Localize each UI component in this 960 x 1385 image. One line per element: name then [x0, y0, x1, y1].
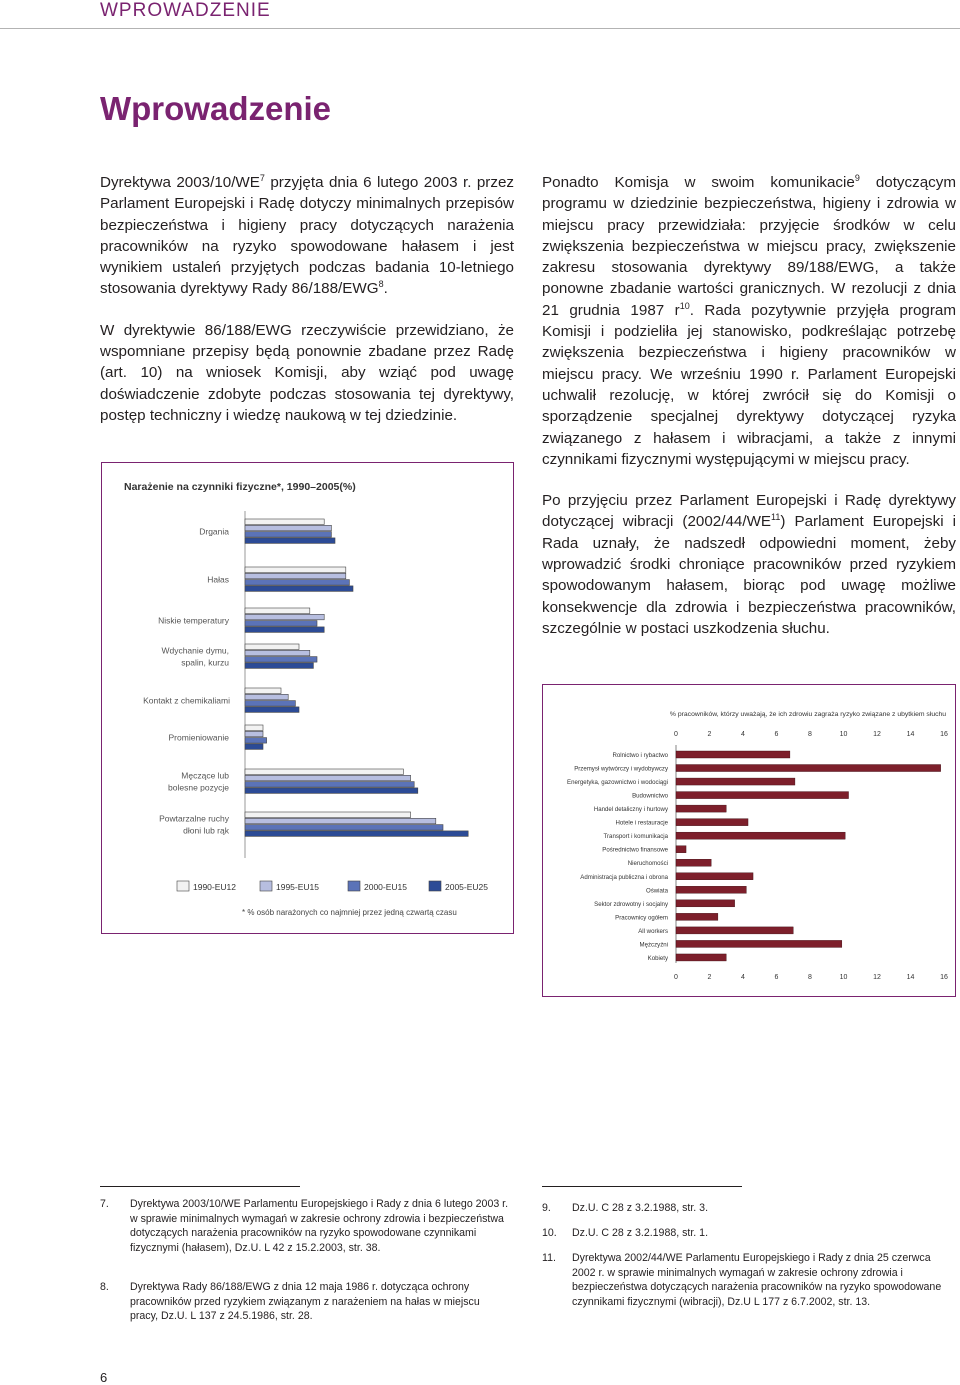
- bar-2005-eu25: [245, 831, 468, 837]
- bar: [676, 832, 845, 839]
- category-label: Niskie temperatury: [158, 615, 229, 626]
- bar-2005-eu25: [245, 744, 263, 750]
- bar-2005-eu25: [245, 586, 353, 592]
- bar-1995-eu15: [245, 818, 436, 824]
- footnote-rule: [542, 1186, 742, 1187]
- bar: [676, 954, 726, 961]
- bar: [676, 859, 711, 866]
- bar-2005-eu25: [245, 663, 313, 669]
- bar: [676, 819, 748, 826]
- bar-2005-eu25: [245, 788, 418, 794]
- bar-2000-eu15: [245, 782, 414, 788]
- bar: [676, 792, 849, 799]
- footnote-11: 11. Dyrektywa 2002/44/WE Parlamentu Europejskiego i Rady z dnia 25 czerwca 2002 r. w sprawie minimalnych wymagań w zakresie ochrony zdrowia i bezpieczeństwa dotyczących narażenia pracowników na ryzyko spowodowane czynnikami fizycznymi (wibracji), Dz.U L 177 z 6.7.2002, str. 13.: [542, 1252, 942, 1308]
- bar-1990-eu12: [245, 608, 310, 614]
- category-label: Rolnictwo i rybactwo: [612, 752, 668, 759]
- bar-1995-eu15: [245, 775, 411, 781]
- bar: [676, 751, 790, 758]
- header-rule: [0, 28, 960, 29]
- category-label: Mężczyźni: [639, 941, 668, 949]
- category-label: Nieruchomości: [627, 860, 668, 868]
- category-label: spalin, kurzu: [181, 657, 229, 668]
- bar-2000-eu15: [245, 738, 267, 744]
- x-tick-label-top: 6: [774, 731, 779, 738]
- category-label: Drgania: [199, 526, 229, 537]
- legend-label: 2005-EU25: [445, 882, 489, 892]
- chart-title: Narażenie na czynniki fizyczne*, 1990–2005(%): [124, 481, 356, 493]
- bar-1995-eu15: [245, 573, 346, 579]
- bar-1990-eu12: [245, 688, 281, 694]
- x-tick-label-bottom: 12: [873, 974, 881, 981]
- bar-2005-eu25: [245, 538, 335, 544]
- footnote-10: 10. Dz.U. C 28 z 3.2.1988, str. 1.: [542, 1227, 709, 1239]
- page-title: Wprowadzenie: [100, 90, 332, 127]
- hearing-risk-chart-frame: [542, 684, 956, 997]
- chart-title: % pracowników, którzy uważają, że ich zdrowiu zagraża ryzyko związane z ubytkiem słuchu: [669, 711, 947, 718]
- bar: [676, 940, 842, 947]
- footnote-rule: [100, 1186, 300, 1187]
- category-label: Powtarzalne ruchy: [159, 813, 229, 824]
- bar: [676, 913, 718, 920]
- x-tick-label-bottom: 14: [906, 974, 915, 981]
- x-tick-label-bottom: 16: [940, 974, 948, 981]
- bar: [676, 765, 941, 772]
- bar-1990-eu12: [245, 567, 346, 573]
- footnote-ref[interactable]: 7: [259, 172, 265, 183]
- exposure-chart: [102, 463, 513, 933]
- legend-swatch: [348, 881, 360, 891]
- legend-label: 2000-EU15: [364, 882, 408, 892]
- category-label: Hałas: [207, 574, 229, 585]
- category-label: Promieniowanie: [168, 732, 229, 743]
- legend-swatch: [260, 881, 272, 891]
- bar: [676, 778, 795, 785]
- category-label: Administracja publiczna i obrona: [580, 873, 668, 881]
- category-label: Sektor zdrowotny i socjalny: [594, 900, 668, 908]
- bar-1990-eu12: [245, 519, 324, 525]
- footnote-8: 8. Dyrektywa Rady 86/188/EWG z dnia 12 maja 1986 r. dotycząca ochrony pracowników przed ryzykiem związanym z narażeniem na hałas w miejscu pracy, Dz.U. L 137 z 24.5.1986, str. 28.: [100, 1281, 480, 1322]
- category-label: Kontakt z chemikaliami: [143, 695, 230, 706]
- paragraph-2: Po przyjęciu przez Parlament Europejski i Radę dyrektywy dotyczącej wibracji (2002/44/WE$^{11}$) Parlament Europejski i Rada uznały, że nadszedł odpowiedni moment, żeby wprowadzić środki chroniące pracowników przed ryzykiem spowodowanym hałasem, biorąc pod uwagę możliwe konsekwencje dla zdrowia i bezpieczeństwa pracowników, szczególnie w postaci uszkodzenia słuchu.: [542, 492, 956, 637]
- category-label: Wdychanie dymu,: [161, 645, 229, 656]
- x-tick-label-top: 16: [940, 731, 948, 738]
- category-label: Budownictwo: [632, 792, 668, 800]
- bar-2000-eu15: [245, 532, 331, 538]
- chart-footnote: * % osób narażonych co najmniej przez jedną czwartą czasu: [242, 908, 457, 917]
- footnote-ref[interactable]: 9: [854, 172, 860, 183]
- paragraph-1: Ponadto Komisja w swoim komunikacie$^9$ dotyczącym programu w dziedzinie bezpieczeństwa, higieny i zdrowia w miejscu pracy przewidziała: przyjęcie środków w celu zwiększenia bezpieczeństwa w miejscu pracy, zwiększenie zakresu stosowania dyrektywy 89/188/EWG, a także ponowne zbadanie wartości granicznych. W rezolucji z dnia 21 grudnia 1987 $r^{10}$. Rada pozytywnie przyjęła program Komisji i podzieliła jej stanowisko, podkreślając potrzebę zwiększenia bezpieczeństwa i higieny pracowników w miejscu pracy. We wrześniu 1990 r. Parlament Europejski uchwalił rezolucję, w której zwrócił się do Komisji o sporządzenie specjalnej dyrektywy dotyczącej ryzyka związanego z hałasem i wibracjami, a także z innymi czynnikami fizycznymi występującymi w miejscu pracy.: [542, 172, 956, 468]
- left-column: [100, 172, 514, 446]
- paragraph-1: Dyrektywa $2003/10/WE^7$ przyjęta dnia 6 lutego 2003 r. przez Parlament Europejski i Radę dotyczy minimalnych przepisów bezpieczeństwa i higieny pracy dotyczących narażenia pracowników na ryzyko spowodowane hałasem i jest wynikiem ustaleń przyjętych podczas badania 10-letniego stosowania dyrektywy Rady 86/188/EWG$^8$.: [100, 172, 514, 298]
- x-tick-label-top: 10: [839, 731, 848, 738]
- bar-1990-eu12: [245, 812, 411, 818]
- category-label: Przemysł wytwórczy i wydobywczy: [574, 765, 668, 773]
- x-tick-label-bottom: 2: [707, 974, 712, 981]
- bar-1995-eu15: [245, 614, 324, 620]
- category-label: Handel detaliczny i hurtowy: [593, 806, 668, 814]
- footnote-ref[interactable]: 8: [378, 279, 384, 290]
- x-tick-label-bottom: 0: [674, 974, 678, 981]
- bar-1995-eu15: [245, 650, 310, 656]
- bar: [676, 846, 686, 853]
- category-label: Hotele i restauracje: [615, 819, 668, 827]
- category-label: Męczące lub: [181, 770, 229, 781]
- category-label: Kobiety: [647, 954, 668, 962]
- bar-2005-eu25: [245, 707, 299, 713]
- bar-2000-eu15: [245, 657, 317, 663]
- legend-swatch: [429, 881, 441, 891]
- x-tick-label-top: 4: [741, 731, 745, 738]
- x-tick-label-top: 12: [873, 731, 881, 738]
- bar-2000-eu15: [245, 825, 443, 831]
- footnote-7: 7. Dyrektywa 2003/10/WE Parlamentu Europejskiego i Rady z dnia 6 lutego 2003 r. w sprawie minimalnych wymagań w zakresie ochrony zdrowia i bezpieczeństwa dotyczących narażenia pracowników na ryzyko spowodowane czynnikami fizycznymi (hałasem), Dz.U. L 42 z 15.2.2003, str. 38.: [100, 1198, 509, 1254]
- category-label: All workers: [638, 927, 668, 935]
- legend-swatch: [177, 881, 189, 891]
- x-tick-label-top: 8: [808, 731, 812, 738]
- category-label: Oświata: [645, 887, 668, 895]
- footnote-9: 9. Dz.U. C 28 z 3.2.1988, str. 3.: [542, 1202, 709, 1214]
- bar-2000-eu15: [245, 580, 349, 586]
- exposure-chart-frame: [101, 462, 514, 934]
- category-label: Energetyka, gazownictwo i wodociągi: [567, 779, 668, 787]
- x-tick-label-top: 14: [906, 731, 915, 738]
- bar: [676, 886, 746, 893]
- x-tick-label-top: 2: [707, 731, 712, 738]
- bar-1995-eu15: [245, 731, 263, 737]
- x-tick-label-bottom: 10: [839, 974, 848, 981]
- bar-2005-eu25: [245, 627, 324, 633]
- x-tick-label-bottom: 4: [741, 974, 745, 981]
- x-tick-label-top: 0: [674, 731, 678, 738]
- bar-1990-eu12: [245, 644, 299, 650]
- paragraph-2: W dyrektywie 86/188/EWG rzeczywiście przewidziano, że wspomniane przepisy będą ponownie zbadane przez Radę (art. 10) na wniosek Komisji, aby wziąć pod uwagę doświadczenie zdobyte podczas stosowania tej dyrektywy, postęp techniczny i wiedzę naukową w tej dziedzinie.: [100, 321, 514, 424]
- category-label: bolesne pozycje: [168, 782, 229, 793]
- footnote-ref[interactable]: 11: [771, 512, 781, 523]
- bar-1995-eu15: [245, 525, 331, 531]
- bar-1990-eu12: [245, 769, 403, 775]
- bar-2000-eu15: [245, 621, 317, 627]
- page-number: 6: [100, 1370, 108, 1385]
- footnote-ref[interactable]: 10: [679, 300, 690, 311]
- legend-label: 1990-EU12: [193, 882, 237, 892]
- category-label: Transport i komunikacja: [603, 833, 668, 841]
- x-tick-label-bottom: 6: [774, 974, 779, 981]
- running-header: WPROWADZENIE: [100, 0, 271, 21]
- right-column: [542, 172, 956, 659]
- hearing-risk-chart: [543, 685, 955, 996]
- category-label: Pracownicy ogółem: [615, 914, 668, 922]
- bar-2000-eu15: [245, 701, 295, 707]
- bar: [676, 927, 793, 934]
- legend-label: 1995-EU15: [276, 882, 320, 892]
- bar-1995-eu15: [245, 694, 288, 700]
- bar: [676, 900, 735, 907]
- category-label: Pośrednictwo finansowe: [602, 846, 668, 854]
- category-label: dłoni lub rąk: [183, 825, 229, 836]
- bar: [676, 873, 753, 880]
- x-tick-label-bottom: 8: [808, 974, 812, 981]
- bar-1990-eu12: [245, 725, 263, 731]
- bar: [676, 805, 726, 812]
